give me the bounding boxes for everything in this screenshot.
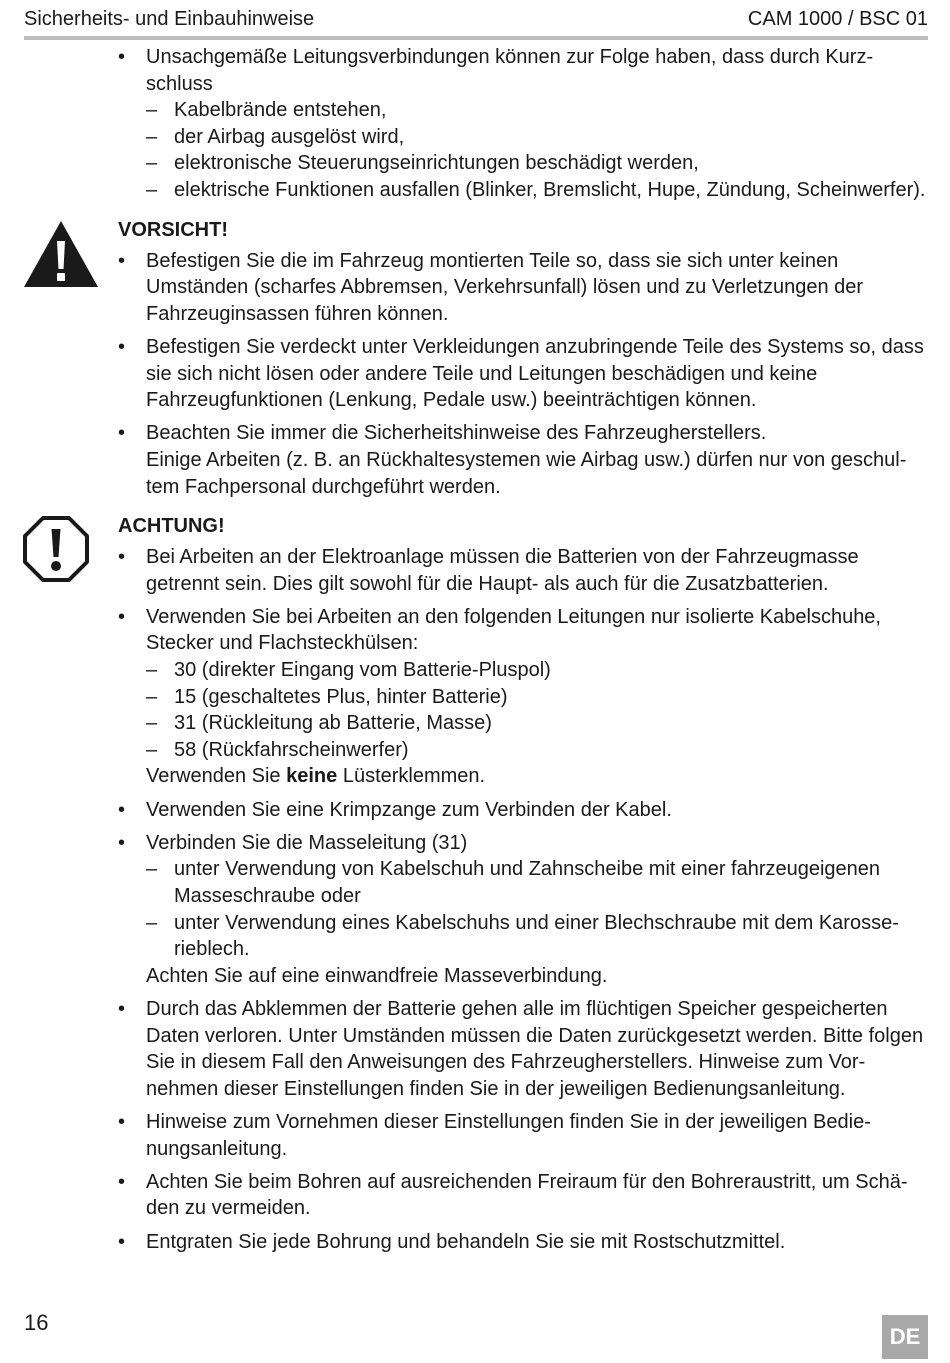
attention-section xyxy=(0,513,950,1255)
caution-title: VORSICHT! xyxy=(118,218,228,241)
sub-list-item: – elektrische Funktionen ausfallen (Blinker, Bremslicht, Hupe, Zündung, Scheinwerfer). xyxy=(174,177,928,204)
caution-list xyxy=(0,248,928,501)
sub-list-item: – unter Verwendung von Kabelschuh und Zahnscheibe mit einer fahrzeugeigenen Masseschraube oder xyxy=(174,856,928,909)
caution-section xyxy=(0,217,950,501)
sub-list-item: – elektronische Steuerungseinrichtungen beschädigt werden, xyxy=(174,150,928,177)
header-section-title: Sicherheits- und Einbauhinweise xyxy=(24,8,315,30)
document-body xyxy=(0,44,950,1255)
attention-item4-intro: • Verbinden Sie die Masseleitung (31) xyxy=(146,831,468,854)
page-header xyxy=(24,8,928,40)
list-item: • Befestigen Sie verdeckt unter Verkleidungen anzubringende Teile des Systems so, dass sie sich nicht lösen oder andere Teile und Leitungen beschädigen und keine Fahrzeugfunktionen (Lenkung, Pedale usw.) beeinträchtigen können. xyxy=(146,334,928,414)
list-item: • Achten Sie beim Bohren auf ausreichenden Freiraum für den Bohreraustritt, um Schäden zu vermeiden. xyxy=(146,1169,928,1222)
note-emphasis: keine xyxy=(286,765,338,788)
sub-list-item: – Kabelbrände entstehen, xyxy=(174,97,928,124)
attention-item2-intro: • Verwenden Sie bei Arbeiten an den folgenden Leitungen nur isolierte Kabelschuhe, Stecker und Flachsteckhülsen: xyxy=(146,605,881,655)
list-item: • Durch das Abklemmen der Batterie gehen alle im flüchtigen Speicher gespeicherten Daten verloren. Unter Umständen müssen die Daten zurückgesetzt werden. Bitte folgen Sie in diesem Fall den Anweisungen des Fahrzeugherstellers. Hinweise zum Vornehmen dieser Einstellungen finden Sie in der jeweiligen Bedienungsanleitung. xyxy=(146,996,928,1102)
list-item: • Bei Arbeiten an der Elektroanlage müssen die Batterien von der Fahrzeugmasse getrennt sein. Dies gilt sowohl für die Haupt- als auch für die Zusatzbatterien. xyxy=(146,544,928,597)
intro-list xyxy=(0,44,928,204)
attention-title: ACHTUNG! xyxy=(118,515,225,538)
attention-list xyxy=(0,544,928,1255)
caution-item3-line2: Einige Arbeiten (z. B. an Rückhaltesystemen wie Airbag usw.) dürfen nur von geschultem Fachpersonal durchgeführt werden. xyxy=(146,448,907,498)
sub-list-item: – unter Verwendung eines Kabelschuhs und einer Blechschraube mit dem Karosserieblech. xyxy=(174,910,928,963)
attention-item4-note: Achten Sie auf eine einwandfreie Masseverbindung. xyxy=(146,964,608,987)
caution-item3-line1: • Beachten Sie immer die Sicherheitshinweise des Fahrzeugherstellers. xyxy=(146,422,767,445)
list-item xyxy=(146,604,928,790)
attention-item2-note xyxy=(146,763,928,790)
list-item xyxy=(146,830,928,990)
list-item: • Befestigen Sie die im Fahrzeug montierten Teile so, dass sie sich unter keinen Umständen (scharfes Abbremsen, Verkehrsunfall) lösen und zu Verletzungen der Fahrzeuginsassen führen können. xyxy=(146,248,928,328)
list-item xyxy=(146,420,928,500)
warning-triangle-icon xyxy=(22,219,100,289)
note-suffix: Lüsterklemmen. xyxy=(337,765,486,788)
sub-list-item: – 15 (geschaltetes Plus, hinter Batterie) xyxy=(174,684,928,711)
intro-bullet-text: Unsachgemäße Leitungsverbindungen können zur Folge haben, dass durch Kurzschluss xyxy=(146,46,874,95)
list-item: • Verwenden Sie eine Krimpzange zum Verbinden der Kabel. xyxy=(146,797,928,824)
sub-list-item: – 31 (Rückleitung ab Batterie, Masse) xyxy=(174,710,928,737)
header-product-name: CAM 1000 / BSC 01 xyxy=(747,8,928,30)
sub-list-item: – 58 (Rückfahrscheinwerfer) xyxy=(174,737,928,764)
page-number: 16 xyxy=(24,1310,49,1335)
language-badge: DE xyxy=(882,1315,928,1359)
list-item: • Hinweise zum Vornehmen dieser Einstellungen finden Sie in der jeweiligen Bedienungsanleitung. xyxy=(146,1109,928,1162)
intro-sublist xyxy=(146,97,928,203)
sub-list-item: – der Airbag ausgelöst wird, xyxy=(174,124,928,151)
note-prefix: Verwenden Sie xyxy=(146,765,287,788)
list-item xyxy=(146,44,928,204)
ground-list xyxy=(146,856,928,962)
attention-octagon-icon xyxy=(22,515,90,583)
list-item: • Entgraten Sie jede Bohrung und behandeln Sie sie mit Rostschutzmittel. xyxy=(146,1229,928,1256)
sub-list-item: – 30 (direkter Eingang vom Batterie-Pluspol) xyxy=(174,657,928,684)
cable-list xyxy=(146,657,928,763)
